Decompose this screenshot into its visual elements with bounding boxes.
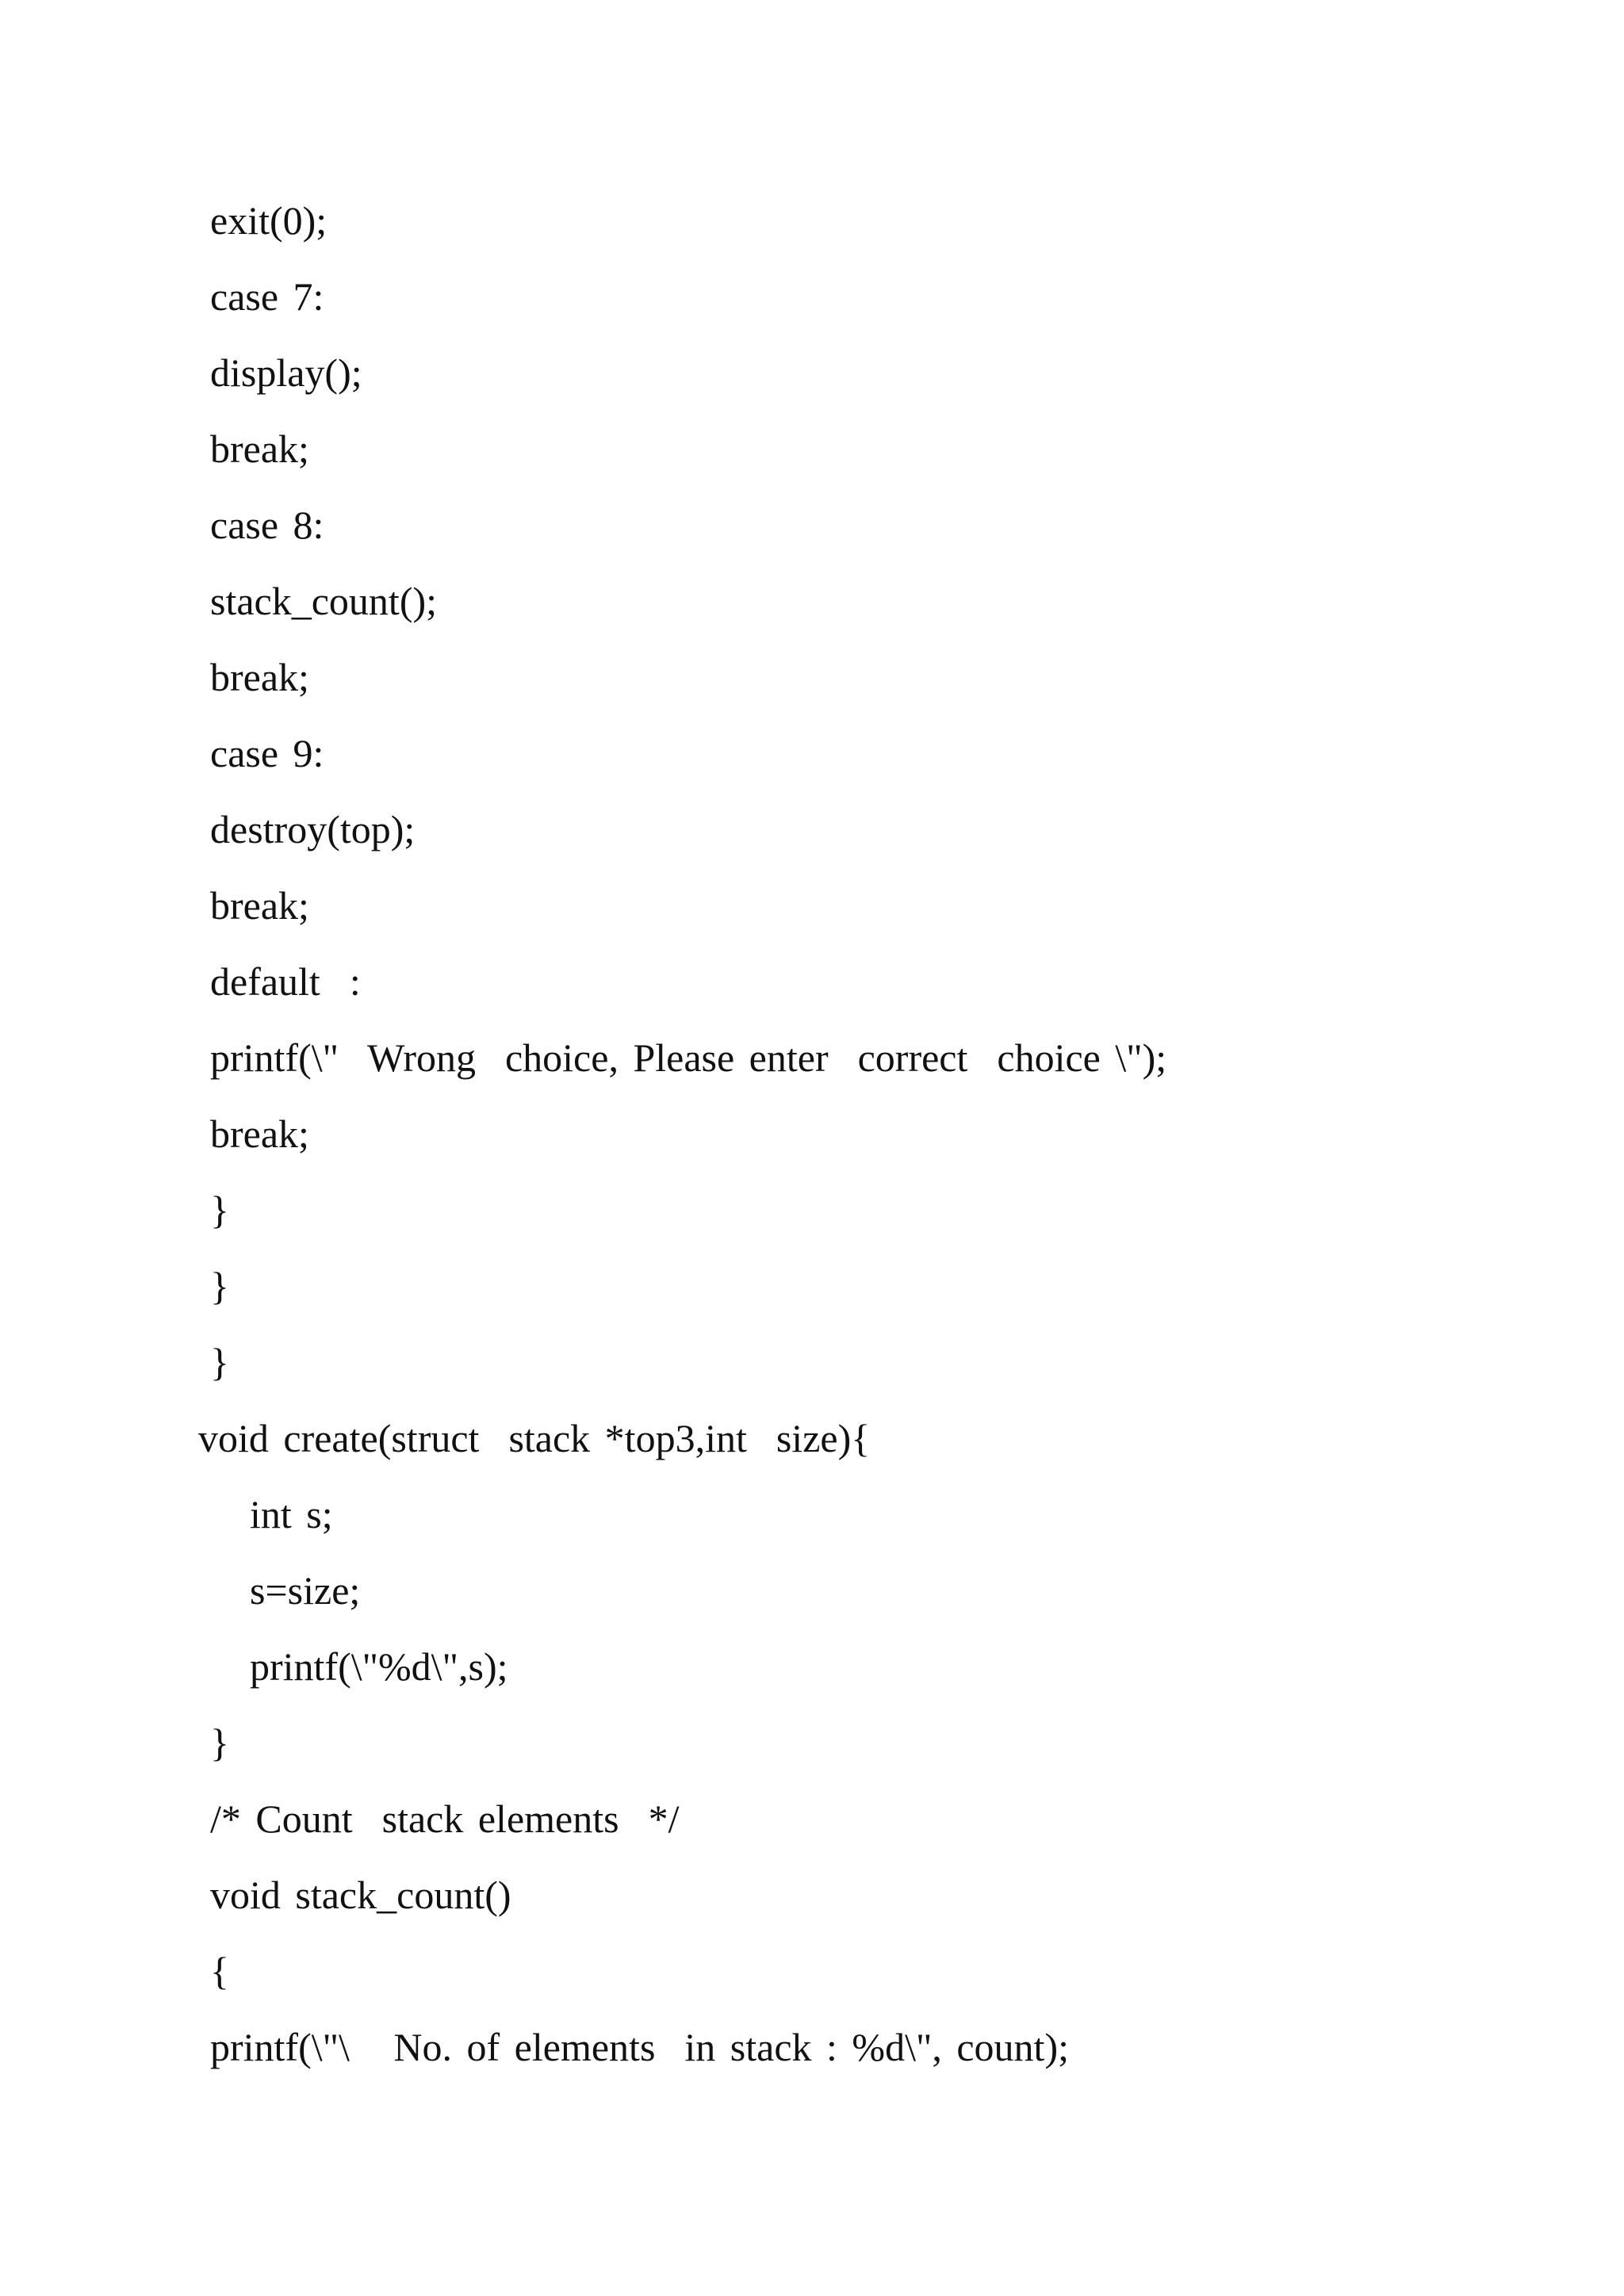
code-line: printf(\" Wrong choice, Please enter correct choice \"); — [210, 1035, 1167, 1080]
code-line: exit(0); — [210, 198, 327, 243]
code-line: void stack_count() — [210, 1873, 511, 1917]
code-line: default : — [210, 959, 361, 1004]
code-line: } — [210, 1340, 229, 1384]
code-line: break; — [210, 1112, 309, 1156]
code-line: break; — [210, 427, 309, 471]
code-line: int s; — [250, 1492, 333, 1536]
code-line: void create(struct stack *top3,int size){ — [198, 1416, 871, 1460]
code-line: printf(\"\ No. of elements in stack : %d\", count); — [210, 2025, 1069, 2069]
code-line: printf(\"%d\",s); — [250, 1644, 508, 1689]
code-line: } — [210, 1264, 229, 1308]
code-line: display(); — [210, 350, 362, 395]
code-line: } — [210, 1188, 229, 1232]
code-line: stack_count(); — [210, 579, 438, 623]
code-line: case 8: — [210, 503, 324, 547]
code-line: { — [210, 1949, 229, 1993]
code-line: break; — [210, 883, 309, 928]
code-line: /* Count stack elements */ — [210, 1797, 680, 1841]
code-line: case 7: — [210, 274, 324, 319]
code-line: case 9: — [210, 731, 324, 775]
code-line: break; — [210, 655, 309, 699]
code-line: s=size; — [250, 1568, 361, 1613]
code-line: } — [210, 1720, 229, 1765]
code-line: destroy(top); — [210, 807, 416, 851]
